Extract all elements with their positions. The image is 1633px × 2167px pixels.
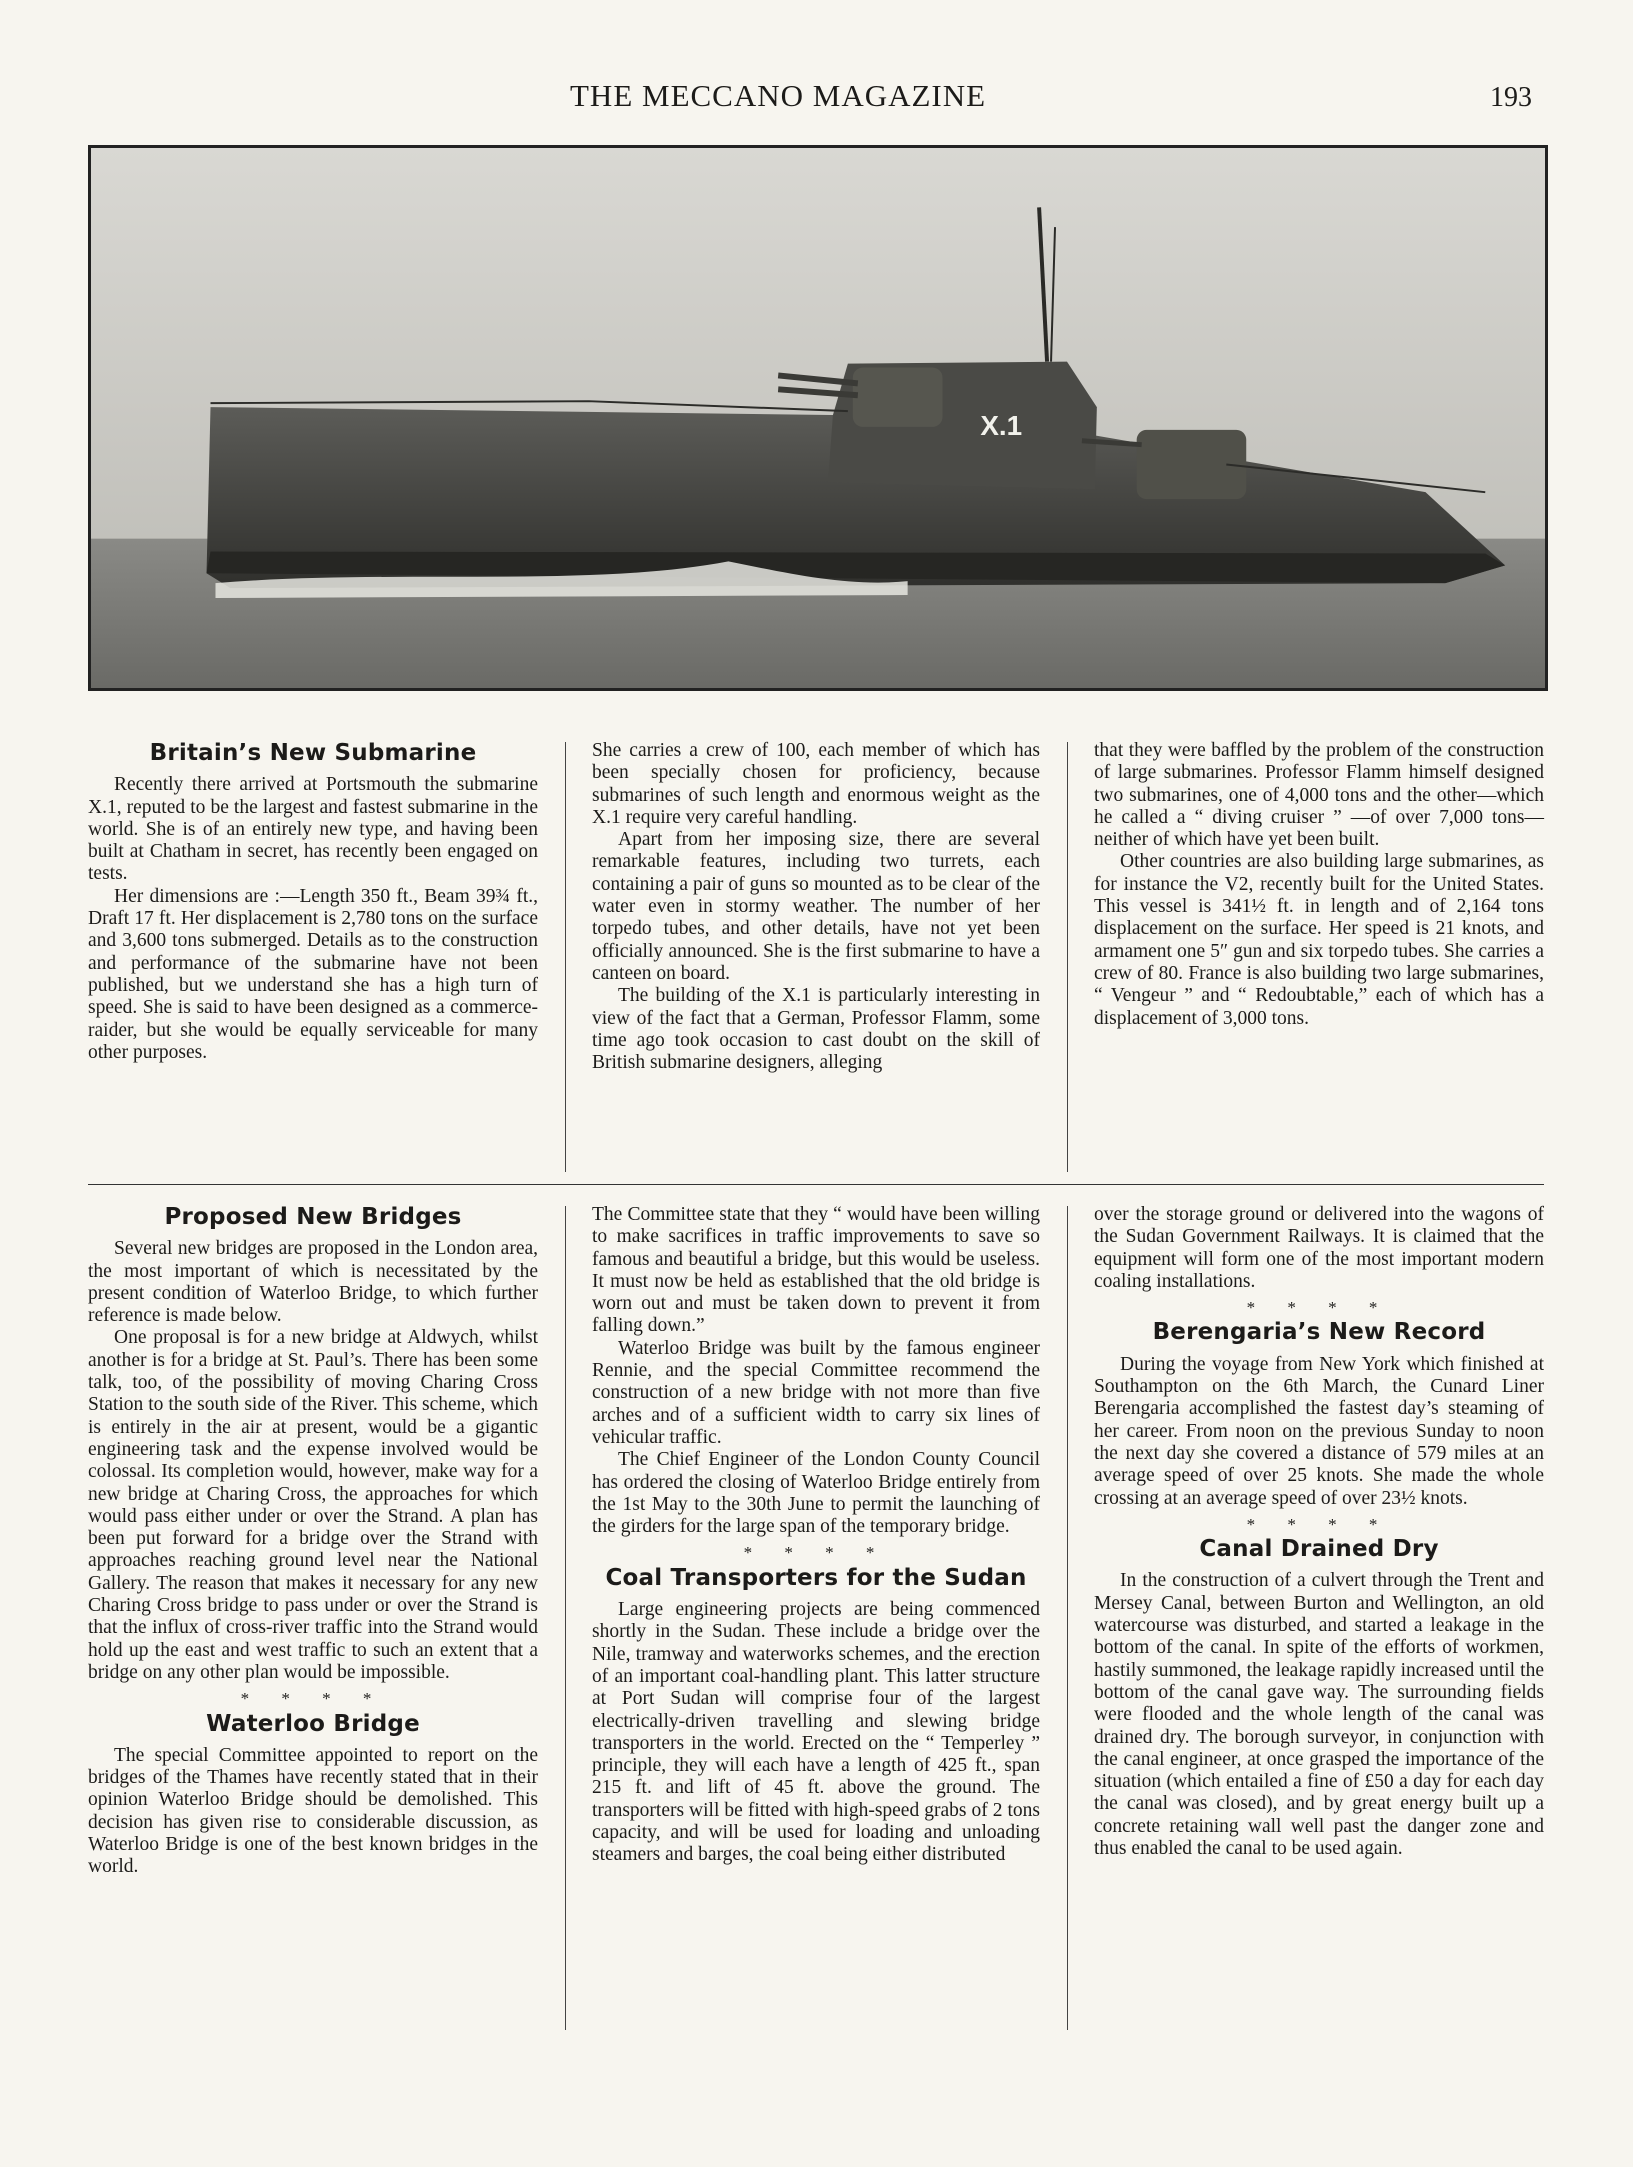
paragraph: The special Committee appointed to report on the bridges of the Thames have recently stated that in their opinion Waterloo Bridge should be demolished. This decision has given rise to considerable discussion, as Waterloo Bridge is one of the best known bridges in the world. [88, 1744, 538, 1878]
section-rule [88, 1184, 1544, 1185]
column-rule [1067, 742, 1068, 1172]
paragraph: One proposal is for a new bridge at Aldwych, whilst another is for a bridge at St. Paul’s. There has been some talk, too, of the possibility of moving Charing Cross Station to the south side of the River. This scheme, which is entirely in the air at present, would be a gigantic engineering task and the expense involved would be colossal. Its completion would, however, make way for a new bridge at Charing Cross, the approaches for which would pass either under or over the Strand. A plan has been put forward for a bridge over the Strand with approaches reaching ground level near the National Gallery. The reason that makes it necessary for any new Charing Cross bridge to pass under or over the Strand is that the influx of cross-river traffic into the Strand would hold up the east and west traffic to such an extent that a bridge on any other plan would be impossible. [88, 1327, 538, 1683]
paragraph: that they were baffled by the problem of the construction of large submarines. Professor Flamm himself designed two submarines, one of 4,000 tons and the other—which he called a “ diving cruiser ” —of over 7,000 tons—neither of which have yet been built. [1094, 740, 1544, 851]
separator-stars: * * * * [240, 1689, 386, 1709]
paragraph: The Chief Engineer of the London County Council has ordered the closing of Waterloo Bridge entirely from the 1st May to the 30th June to permit the launching of the girders for the large span of the temporary bridge. [592, 1449, 1040, 1538]
paragraph: Several new bridges are proposed in the London area, the most important of which is necessitated by the present condition of Waterloo Bridge, to which further reference is made below. [88, 1238, 538, 1327]
article-title: Proposed New Bridges [164, 1204, 462, 1230]
paragraph: Apart from her imposing size, there are several remarkable features, including two turrets, each containing a pair of guns so mounted as to be clear of the water even in stormy weather. The number of her torpedo tubes, and other details, have not yet been officially announced. She is the first submarine to have a canteen on board. [592, 829, 1040, 984]
article-title: Coal Transporters for the Sudan [605, 1564, 1027, 1591]
paragraph: Her dimensions are :—Length 350 ft., Beam 39¾ ft., Draft 17 ft. Her displacement is 2,780 tons on the surface and 3,600 tons submerged. Details as to the construction and performance of the submarine have not been published, but we understand she has a high turn of speed. She is said to have been designed as a commerce-raider, but she would be equally serviceable for many other purposes. [88, 885, 538, 1063]
running-head: THE MECCANO MAGAZINE [570, 78, 987, 113]
article-title: Waterloo Bridge [206, 1710, 420, 1737]
page-number: 193 [1490, 82, 1532, 113]
submarine-photo [88, 145, 1548, 691]
paragraph: Large engineering projects are being commenced shortly in the Sudan. These include a bridge over the Nile, tramway and waterworks schemes, and the erection of an important coal-handling plant. This latter structure at Port Sudan will comprise four of the largest electrically-driven travelling and slewing bridge transporters in the world. Erected on the “ Temperley ” principle, they will each have a length of 425 ft., span 215 ft. and lift of 45 ft. above the ground. The transporters will be fitted with high-speed grabs of 2 tons capacity, and will be used for loading and unloading steamers and barges, the coal being either distributed [592, 1599, 1040, 1866]
column-rule [1067, 1206, 1068, 2030]
separator-stars: * * * * [743, 1543, 889, 1563]
column-2 [592, 1204, 1040, 1867]
column-3 [1094, 1204, 1544, 1860]
column-rule [565, 742, 566, 1172]
column-1 [88, 1206, 538, 1879]
hull-marking: X.1 [980, 409, 1023, 441]
article-submarine [88, 742, 538, 1064]
article-submarine-cont [592, 740, 1040, 1074]
article-title: Berengaria’s New Record [1152, 1319, 1486, 1346]
article-title: Canal Drained Dry [1199, 1536, 1439, 1563]
paragraph: She carries a crew of 100, each member of which has been specially chosen for proficiency, because submarines of such length and enormous weight as the X.1 require very careful handling. [592, 740, 1040, 828]
paragraph: Waterloo Bridge was built by the famous engineer Rennie, and the special Committee recommend the construction of a new bridge with not more than five arches and of a sufficient width to carry six lines of vehicular traffic. [592, 1337, 1040, 1448]
separator-stars: * * * * [1246, 1514, 1392, 1534]
article-title: Britain’s New Submarine [149, 740, 477, 766]
paragraph: Other countries are also building large submarines, as for instance the V2, recently built for the United States. This vessel is 341½ ft. in length and of 2,164 tons displacement on the surface. Her speed is 21 knots, and armament one 5″ gun and six torpedo tubes. She carries a crew of 80. France is also building two large submarines, “ Vengeur ” and “ Redoubtable,” each of which has a displacement of 3,000 tons. [1094, 851, 1544, 1029]
column-rule [565, 1206, 566, 2030]
paragraph: The building of the X.1 is particularly interesting in view of the fact that a German, Professor Flamm, some time ago took occasion to cast doubt on the skill of British submarine designers, alleging [592, 985, 1040, 1074]
paragraph: over the storage ground or delivered into the wagons of the Sudan Government Railways. It is claimed that the equipment will form one of the most important modern coaling installations. [1094, 1204, 1544, 1292]
article-submarine-cont2 [1094, 740, 1544, 1030]
paragraph: Recently there arrived at Portsmouth the submarine X.1, reputed to be the largest and fastest submarine in the world. She is of an entirely new type, and having been built at Chatham in secret, has recently been engaged on tests. [88, 774, 538, 885]
paragraph: During the voyage from New York which finished at Southampton on the 6th March, the Cunard Liner Berengaria accomplished the fastest day’s steaming of her career. From noon on the previous Sunday to noon the next day she covered a distance of 579 miles at an average speed of over 25 knots. She made the whole crossing at an average speed of over 23½ knots. [1094, 1353, 1544, 1509]
paragraph: The Committee state that they “ would have been willing to make sacrifices in traffic improvements to save so famous and beautiful a bridge, but this would be useless. It must now be held as established that the old bridge is worn out and must be taken down to prevent it from falling down.” [592, 1204, 1040, 1337]
submarine-illustration [91, 148, 1545, 688]
separator-stars: * * * * [1246, 1298, 1392, 1318]
paragraph: In the construction of a culvert through the Trent and Mersey Canal, between Burton and Wellington, an old watercourse was disturbed, and started a leakage in the bottom of the canal. In spite of the efforts of workmen, hastily summoned, the leakage rapidly increased until the bottom of the canal gave way. The surrounding fields were flooded and the whole length of the canal was drained dry. The borough surveyor, in conjunction with the canal engineer, at once grasped the importance of the situation (which entailed a fine of £50 a day for each day the canal was closed), and by great energy built up a concrete retaining wall well past the danger zone and thus enabled the canal to be used again. [1094, 1570, 1544, 1860]
